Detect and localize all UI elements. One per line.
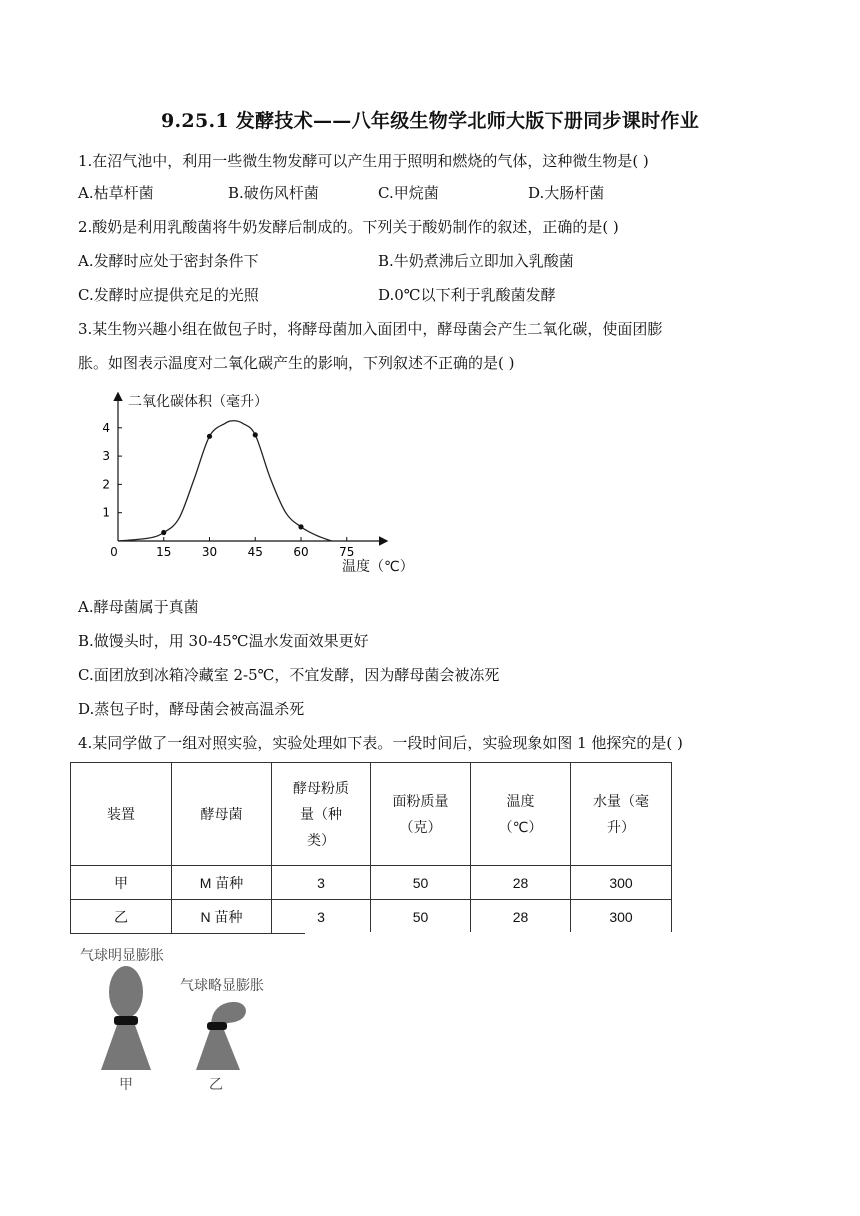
header-flour: 面粉质量 （克） bbox=[371, 763, 471, 866]
q1-option-c: C.甲烷菌 bbox=[378, 184, 439, 202]
q3-option-d: D.蒸包子时，酵母菌会被高温杀死 bbox=[78, 700, 305, 718]
q1-option-d: D.大肠杆菌 bbox=[528, 184, 605, 202]
header-water: 水量（毫 升） bbox=[571, 763, 672, 866]
row-a-device: 甲 bbox=[71, 866, 172, 900]
co2-temperature-chart bbox=[96, 384, 426, 580]
y-axis-label: 二氧化碳体积（毫升） bbox=[128, 394, 268, 410]
row-b-device: 乙 bbox=[71, 900, 172, 934]
data-point bbox=[298, 524, 303, 529]
bottle-b-icon bbox=[196, 1030, 240, 1070]
table-row bbox=[71, 900, 672, 934]
q3-stem-line1: 3.某生物兴趣小组在做包子时，将酵母菌加入面团中，酵母菌会产生二氧化碳，使面团膨 bbox=[78, 320, 663, 338]
q4-stem: 4.某同学做了一组对照实验，实验处理如下表。一段时间后，实验现象如图 1 他探究的是( ) bbox=[78, 734, 683, 752]
header-yeast-amount: 酵母粉质 量（种 类） bbox=[272, 763, 371, 866]
page-title: 9.25.1 发酵技术——八年级生物学北师大版下册同步课时作业 bbox=[160, 110, 700, 132]
q1-option-b: B.破伤风杆菌 bbox=[228, 184, 319, 202]
x-tick-label: 30 bbox=[201, 545, 218, 559]
x-tick-label: 75 bbox=[339, 545, 355, 559]
q2-option-c: C.发酵时应提供充足的光照 bbox=[78, 286, 259, 304]
q3-option-c: C.面团放到冰箱冷藏室 2-5℃，不宜发酵，因为酵母菌会被冻死 bbox=[78, 666, 500, 684]
data-point bbox=[253, 432, 258, 437]
table-row bbox=[71, 866, 672, 900]
inflated-balloon-icon bbox=[109, 966, 143, 1018]
q3-option-a: A.酵母菌属于真菌 bbox=[78, 598, 199, 616]
table-header-row bbox=[71, 763, 672, 866]
q2-option-d: D.0℃以下利于乳酸菌发酵 bbox=[378, 286, 556, 304]
row-b-yeast-amount: 3 bbox=[272, 900, 371, 934]
co2-curve bbox=[118, 421, 332, 541]
data-point bbox=[161, 530, 166, 535]
bottle-a-icon bbox=[101, 1025, 151, 1070]
experiment-table bbox=[70, 762, 672, 934]
row-a-yeast-amount: 3 bbox=[272, 866, 371, 900]
bottle-a-label: 甲 bbox=[119, 1077, 133, 1093]
x-axis-label: 温度（℃） bbox=[342, 559, 414, 575]
row-b-flour: 50 bbox=[371, 900, 471, 934]
balloon-experiment-figure bbox=[74, 944, 304, 1094]
y-tick-label: 3 bbox=[102, 449, 110, 464]
label-balloon-b: 气球略显膨胀 bbox=[180, 978, 264, 994]
row-a-water: 300 bbox=[571, 866, 672, 900]
data-point bbox=[207, 434, 212, 439]
row-b-temperature: 28 bbox=[471, 900, 571, 934]
bottle-neck-b bbox=[207, 1022, 227, 1030]
q3-stem-line2: 胀。如图表示温度对二氧化碳产生的影响，下列叙述不正确的是( ) bbox=[78, 354, 515, 372]
row-a-temperature: 28 bbox=[471, 866, 571, 900]
row-b-water: 300 bbox=[571, 900, 672, 934]
origin-label: 0 bbox=[110, 545, 118, 559]
q3-option-b: B.做馒头时，用 30-45℃温水发面效果更好 bbox=[78, 632, 369, 650]
y-tick-label: 1 bbox=[102, 505, 110, 520]
bottle-b-label: 乙 bbox=[209, 1077, 223, 1093]
table-edge-mask bbox=[305, 932, 675, 940]
y-tick-label: 2 bbox=[102, 477, 110, 492]
label-balloon-a: 气球明显膨胀 bbox=[80, 948, 164, 964]
x-tick-label: 15 bbox=[156, 545, 172, 559]
q1-option-a: A.枯草杆菌 bbox=[78, 184, 154, 202]
header-yeast: 酵母菌 bbox=[172, 763, 272, 866]
row-a-yeast: M 苗种 bbox=[172, 866, 272, 900]
x-tick-label: 60 bbox=[293, 545, 309, 559]
row-b-yeast: N 苗种 bbox=[172, 900, 272, 934]
header-device: 装置 bbox=[71, 763, 172, 866]
y-tick-label: 4 bbox=[102, 420, 110, 435]
q2-option-b: B.牛奶煮沸后立即加入乳酸菌 bbox=[378, 252, 574, 270]
row-a-flour: 50 bbox=[371, 866, 471, 900]
x-tick-label: 45 bbox=[247, 545, 263, 559]
q2-stem: 2.酸奶是利用乳酸菌将牛奶发酵后制成的。下列关于酸奶制作的叙述，正确的是( ) bbox=[78, 218, 619, 236]
q1-stem: 1.在沼气池中，利用一些微生物发酵可以产生用于照明和燃烧的气体，这种微生物是( ) bbox=[78, 152, 649, 170]
bottle-neck-a bbox=[114, 1016, 138, 1025]
header-temperature: 温度 （℃） bbox=[471, 763, 571, 866]
q2-option-a: A.发酵时应处于密封条件下 bbox=[78, 252, 259, 270]
